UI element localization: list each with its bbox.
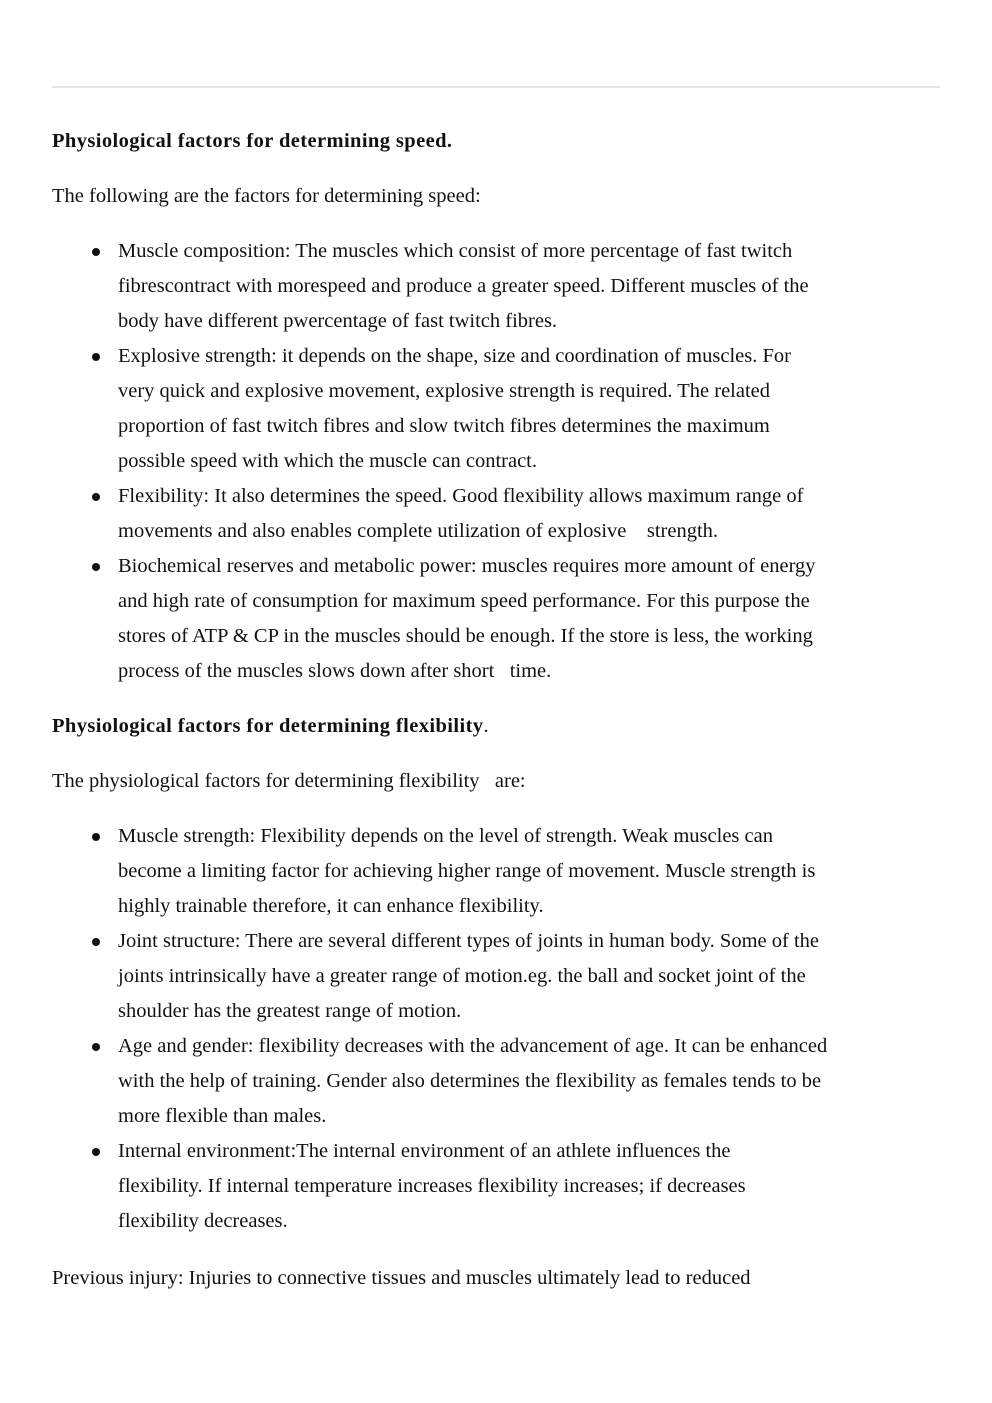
bullet-icon bbox=[92, 353, 100, 361]
list-item-line: and high rate of consumption for maximum speed performance. For this purpose the bbox=[118, 590, 810, 612]
section bbox=[52, 709, 952, 1239]
list-item bbox=[52, 1029, 952, 1134]
heading-text: Physiological factors for determining flexibility bbox=[52, 715, 484, 737]
section-heading bbox=[52, 709, 952, 744]
bullet-icon bbox=[92, 248, 100, 256]
list-item-line: process of the muscles slows down after short time. bbox=[118, 660, 552, 682]
bullet-icon bbox=[92, 1043, 100, 1051]
list-item-line: proportion of fast twitch fibres and slow twitch fibres determines the maximum bbox=[118, 415, 770, 437]
list-item-line: Muscle composition: The muscles which consist of more percentage of fast twitch bbox=[118, 240, 793, 262]
list-item-line: Biochemical reserves and metabolic power: muscles requires more amount of energy bbox=[118, 555, 816, 577]
bullet-list bbox=[52, 234, 952, 689]
bullet-icon bbox=[92, 563, 100, 571]
list-item-line: Flexibility: It also determines the speed. Good flexibility allows maximum range of bbox=[118, 485, 804, 507]
list-item bbox=[52, 549, 952, 689]
bullet-icon bbox=[92, 833, 100, 841]
bullet-list bbox=[52, 819, 952, 1239]
list-item-line: Muscle strength: Flexibility depends on the level of strength. Weak muscles can bbox=[118, 825, 773, 847]
list-item-line: with the help of training. Gender also determines the flexibility as females tends to be bbox=[118, 1070, 822, 1092]
section-intro: The physiological factors for determining flexibility are: bbox=[52, 770, 526, 792]
bullet-icon bbox=[92, 1148, 100, 1156]
bullet-icon bbox=[92, 493, 100, 501]
top-divider bbox=[52, 86, 940, 88]
list-item-line: Internal environment:The internal environment of an athlete influences the bbox=[118, 1140, 731, 1162]
list-item bbox=[52, 819, 952, 924]
list-item-line: body have different pwercentage of fast twitch fibres. bbox=[118, 310, 558, 332]
section-intro: The following are the factors for determining speed: bbox=[52, 185, 481, 207]
list-item bbox=[52, 339, 952, 479]
list-item-line: flexibility decreases. bbox=[118, 1210, 288, 1232]
list-item-line: joints intrinsically have a greater range of motion.eg. the ball and socket joint of the bbox=[118, 965, 806, 987]
list-item-line: stores of ATP & CP in the muscles should be enough. If the store is less, the working bbox=[118, 625, 813, 647]
document-body bbox=[52, 124, 952, 1259]
list-item bbox=[52, 479, 952, 549]
list-item-line: Joint structure: There are several different types of joints in human body. Some of the bbox=[118, 930, 819, 952]
list-item bbox=[52, 924, 952, 1029]
section bbox=[52, 124, 952, 689]
list-item-line: become a limiting factor for achieving higher range of movement. Muscle strength is bbox=[118, 860, 816, 882]
list-item bbox=[52, 234, 952, 339]
list-item-line: Age and gender: flexibility decreases with the advancement of age. It can be enhanced bbox=[118, 1035, 828, 1057]
list-item-line: flexibility. If internal temperature increases flexibility increases; if decreases bbox=[118, 1175, 746, 1197]
list-item-line: highly trainable therefore, it can enhance flexibility. bbox=[118, 895, 544, 917]
list-item-line: movements and also enables complete utilization of explosive strength. bbox=[118, 520, 719, 542]
list-item-line: more flexible than males. bbox=[118, 1105, 327, 1127]
trailing-paragraph bbox=[52, 1261, 751, 1296]
heading-text: Physiological factors for determining speed. bbox=[52, 130, 453, 152]
paragraph-text: Previous injury: Injuries to connective tissues and muscles ultimately lead to reduced bbox=[52, 1267, 751, 1289]
section-heading bbox=[52, 124, 952, 159]
list-item-line: possible speed with which the muscle can contract. bbox=[118, 450, 537, 472]
list-item-line: Explosive strength: it depends on the shape, size and coordination of muscles. For bbox=[118, 345, 791, 367]
list-item bbox=[52, 1134, 952, 1239]
list-item-line: very quick and explosive movement, explosive strength is required. The related bbox=[118, 380, 771, 402]
list-item-line: shoulder has the greatest range of motion. bbox=[118, 1000, 462, 1022]
heading-suffix: . bbox=[483, 715, 489, 737]
bullet-icon bbox=[92, 938, 100, 946]
list-item-line: fibrescontract with morespeed and produce a greater speed. Different muscles of the bbox=[118, 275, 809, 297]
